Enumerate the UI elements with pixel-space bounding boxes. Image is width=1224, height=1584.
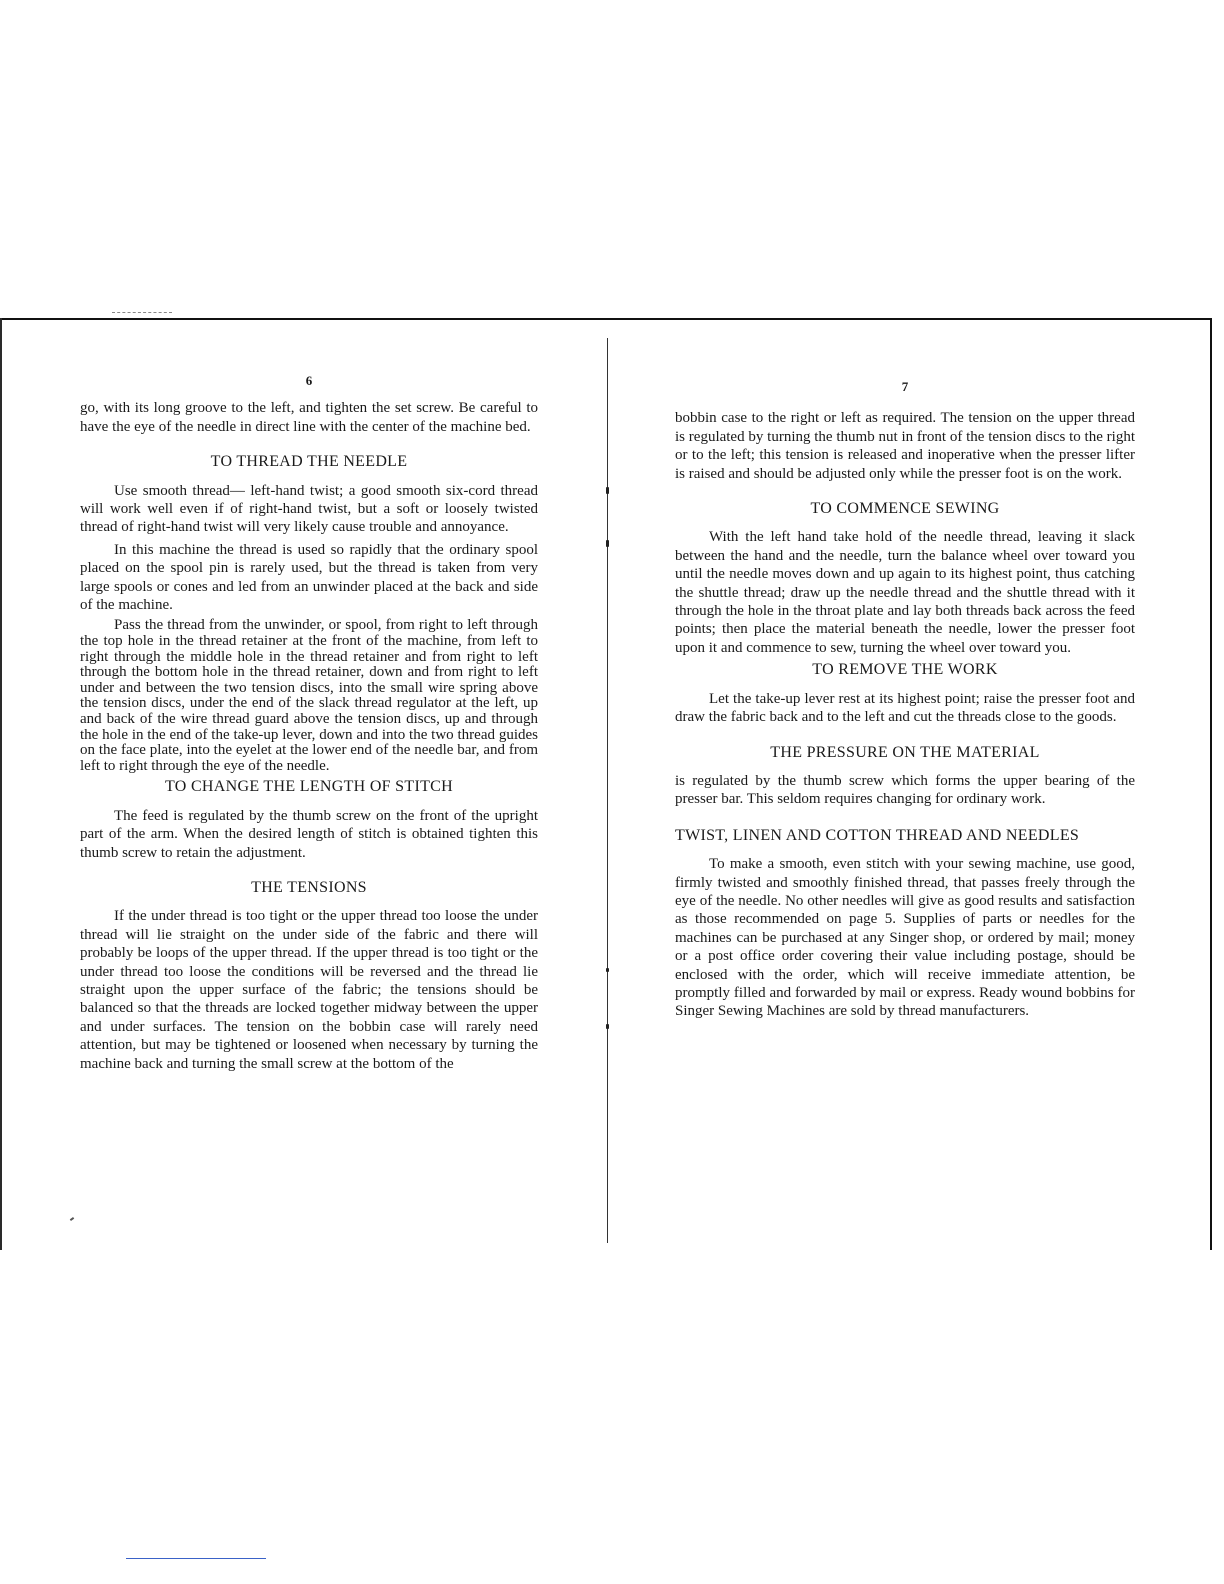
gutter-speck (606, 487, 609, 494)
paragraph: In this machine the thread is used so rapidly that the ordinary spool placed on the spool pin is rarely used, but the thread is taken from very large spools or cones and led from an unwinder placed at the back and side of the machine. (80, 541, 538, 614)
gutter-speck (606, 540, 609, 547)
paragraph: is regulated by the thumb screw which forms the upper bearing of the presser bar. This seldom requires changing for ordinary work. (675, 772, 1135, 808)
scan-dash-mark (112, 312, 172, 313)
section-heading: TO CHANGE THE LENGTH OF STITCH (165, 778, 453, 796)
footer-rule (126, 1558, 266, 1559)
paragraph: Use smooth thread— left-hand twist; a good smooth six-cord thread will work well even if of right-hand twist, but a soft or loosely twisted thread of right-hand twist will very likely cause trouble and annoyance. (80, 482, 538, 536)
right-page (675, 378, 1135, 1025)
section-heading: TO REMOVE THE WORK (812, 661, 998, 679)
left-page (80, 372, 538, 1077)
paragraph: If the under thread is too tight or the upper thread too loose the under thread will lie straight on the under side of the fabric and there will probably be loops of the upper thread. If the upper thread is too tight or the under thread too loose the conditions will be reversed and the thread lie straight upon the upper surface of the fabric; the tensions should be balanced so that the threads are locked together midway between the upper and under surfaces. The tension on the bobbin case will rarely need attention, but may be tightened or loosened when necessary by turning the machine back and turning the small screw at the bottom of the (80, 908, 538, 1072)
paragraph: To make a smooth, even stitch with your sewing machine, use good, firmly twisted and smoothly finished thread, that passes freely through the eye of the needle. No other needles will give as good results and satisfaction as those recommended on page 5. Supplies of parts or needles for the machines can be purchased at any Singer shop, or ordered by mail; money or a post office order covering their value including postage, should be enclosed with the order, which will receive immediate attention, be promptly filled and forwarded by mail or express. Ready wound bobbins for Singer Sewing Machines are sold by thread manufacturers. (675, 856, 1135, 1020)
page-gutter (607, 338, 608, 1243)
gutter-speck (606, 1024, 609, 1029)
section-heading: TO COMMENCE SEWING (810, 500, 1000, 518)
paragraph: With the left hand take hold of the needle thread, leaving it slack between the hand and the needle, turn the balance wheel over toward you until the needle moves down and up again to its highest point, thus catching the shuttle thread; draw up the needle thread and the shuttle thread with it through the hole in the throat plate and lay both threads back across the feed points; then place the material beneath the needle, lower the presser foot upon it and commence to sew, turning the wheel over toward you. (675, 529, 1135, 656)
paragraph: Let the take-up lever rest at its highest point; raise the presser foot and draw the fabric back and to the left and cut the threads close to the goods. (675, 690, 1135, 726)
page-number: 6 (305, 373, 313, 388)
paragraph: The feed is regulated by the thumb screw on the front of the upright part of the arm. When the desired length of stitch is obtained tighten this thumb screw to retain the adjustment. (80, 807, 538, 861)
intro-paragraph: go, with its long groove to the left, and tighten the set screw. Be careful to have the eye of the needle in direct line with the center of the machine bed. (80, 400, 538, 435)
intro-paragraph: bobbin case to the right or left as required. The tension on the upper thread is regulated by turning the thumb nut in front of the tension discs to the right or to the left; this tension is released and inoperative when the presser lifter is raised and should be adjusted only while the presser foot is on the work. (675, 410, 1135, 482)
section-heading: TO THREAD THE NEEDLE (210, 453, 408, 471)
scan-left-edge (0, 318, 2, 1250)
section-heading: THE TENSIONS (251, 879, 367, 897)
section-heading: TWIST, LINEN AND COTTON THREAD AND NEEDLES (675, 826, 1080, 844)
section-heading: THE PRESSURE ON THE MATERIAL (770, 743, 1040, 761)
page-number: 7 (901, 379, 909, 394)
gutter-speck (606, 968, 609, 972)
paragraph: Pass the thread from the unwinder, or spool, from right to left through the top hole in the thread retainer at the front of the machine, from left to right through the middle hole in the thread retainer and from right to left through the bottom hole in the thread retainer, down and from right to left under and between the two tension discs, into the small wire spring above the tension discs, under the end of the slack thread regulator at the left, up and back of the wire thread guard above the tension discs, up and through the hole in the end of the take-up lever, down and into the two thread guides on the face plate, into the eyelet at the lower end of the needle bar, and from left to right through the eye of the needle. (80, 617, 538, 774)
